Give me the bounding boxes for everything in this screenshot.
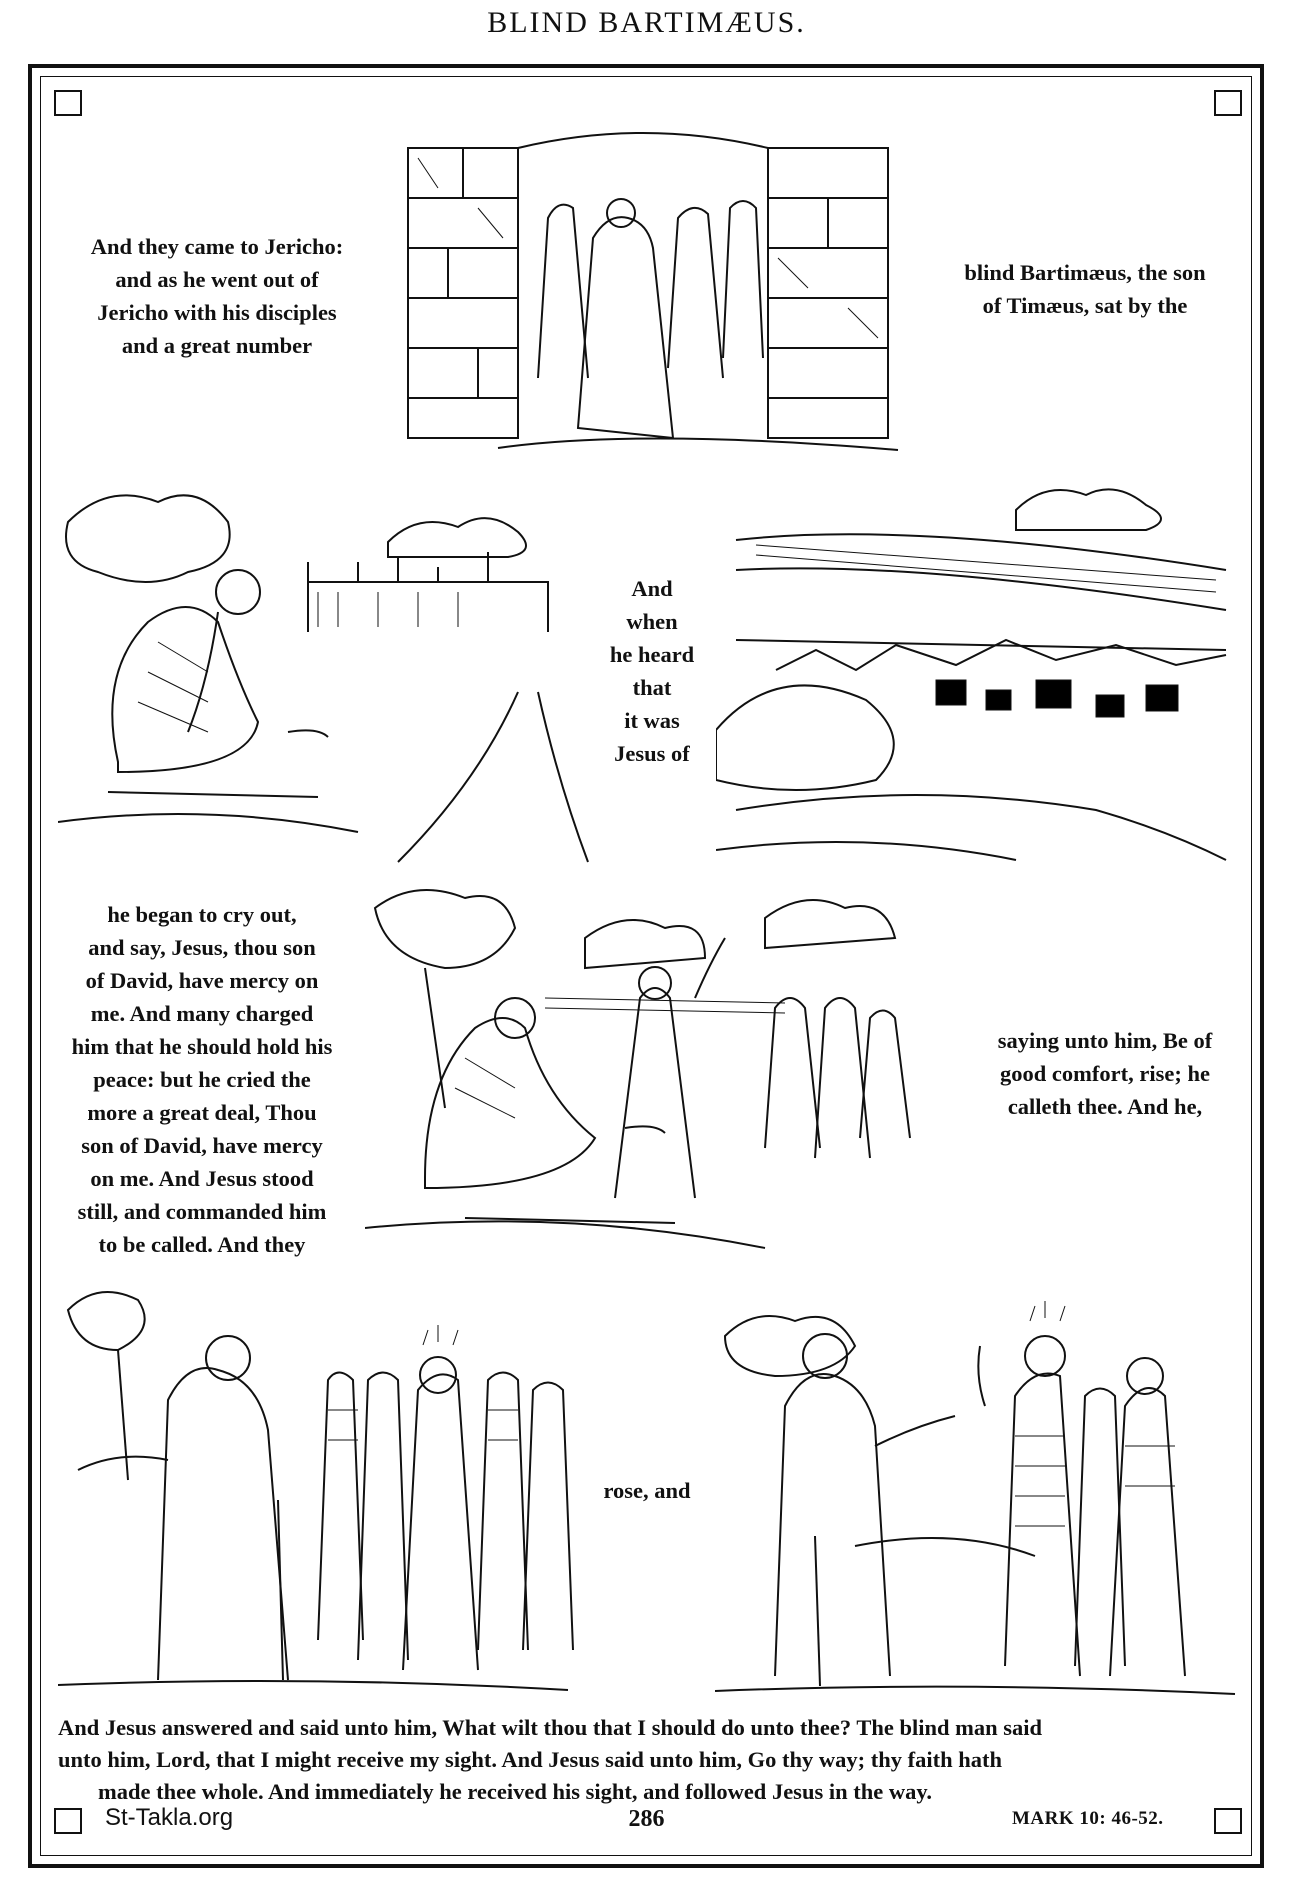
- illustration-bartimaeus-healed: [715, 1296, 1245, 1700]
- scripture-reference: MARK 10: 46-52.: [1012, 1808, 1164, 1829]
- panel1-right-text: blind Bartimæus, the son of Timæus, sat by the: [964, 260, 1206, 318]
- panel4-middle-text: rose, and: [603, 1478, 691, 1503]
- illustration-blind-man-by-road: [58, 482, 593, 868]
- bottom-line-3: made thee whole. And immediately he received his sight, and followed Jesus in the way.: [98, 1779, 932, 1804]
- bottom-paragraph: [58, 1712, 1243, 1808]
- bottom-line-1: And Jesus answered and said unto him, What wilt thou that I should do unto thee? The blind man said: [58, 1715, 1043, 1740]
- illustration-jesus-calls-bartimaeus: [365, 878, 940, 1274]
- panel2-middle-text: And when he heard that it was Jesus of: [609, 576, 695, 766]
- panel1-left-text: And they came to Jericho: and as he went out of Jericho with his disciples and a great number: [90, 234, 344, 358]
- page-title: BLIND BARTIMÆUS.: [487, 6, 806, 39]
- panel3-right-text: saying unto him, Be of good comfort, rise; he calleth thee. And he,: [997, 1028, 1213, 1119]
- illustration-city-gate: [378, 128, 908, 458]
- page-number: 286: [628, 1806, 665, 1832]
- illustration-jericho-landscape: [716, 480, 1246, 890]
- watermark: St-Takla.org: [105, 1804, 234, 1831]
- illustration-bartimaeus-rises: [58, 1280, 578, 1700]
- bottom-line-2: unto him, Lord, that I might receive my sight. And Jesus said unto him, Go thy way; thy faith hath: [58, 1747, 1003, 1772]
- panel3-left-text: he began to cry out, and say, Jesus, thou son of David, have mercy on me. And many charged him that he should hold his peace: but he cried the more a great deal, Thou son of David, have mercy on me. And Jesus stood still, and commanded him to be called. And they: [71, 902, 333, 1257]
- corner-ornament-top-right: [1214, 90, 1242, 116]
- corner-ornament-top-left: [54, 90, 82, 116]
